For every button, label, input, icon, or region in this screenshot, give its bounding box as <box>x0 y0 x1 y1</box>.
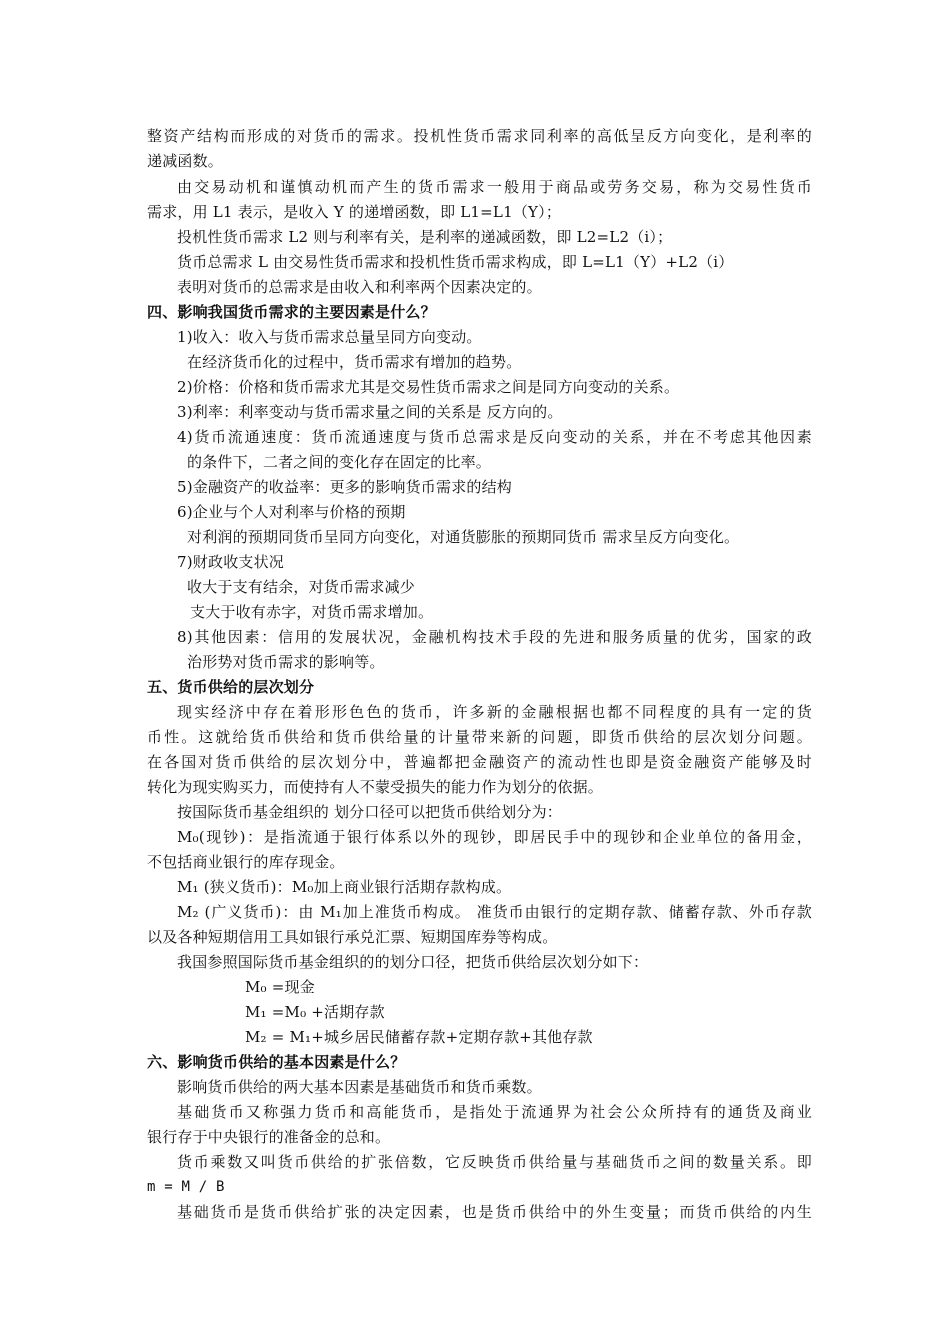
paragraph-line: 货币总需求 L 由交易性货币需求和投机性货币需求构成，即 L=L1（Y）+L2（i） <box>177 253 734 271</box>
paragraph-line: 影响货币供给的两大基本因素是基础货币和货币乘数。 <box>177 1078 542 1096</box>
formula-multiplier: m = M / B <box>147 1179 225 1195</box>
list-item-detail: 的条件下，二者之间的变化存在固定的比率。 <box>187 453 492 471</box>
paragraph-line: 货币乘数又叫货币供给的扩张倍数，它反映货币供给量与基础货币之间的数量关系。即 <box>177 1153 812 1171</box>
formula-m1: M₁ =M₀ +活期存款 <box>245 1003 385 1021</box>
list-item-detail: 对利润的预期同货币呈同方向变化，对通货膨胀的预期同货币 需求呈反方向变化。 <box>187 528 740 546</box>
paragraph-line: 在各国对货币供给的层次划分中，普遍都把金融资产的流动性也即是资金融资产能够及时 <box>147 753 812 771</box>
section-heading: 四、影响我国货币需求的主要因素是什么？ <box>147 303 436 321</box>
paragraph-line: 不包括商业银行的库存现金。 <box>147 853 345 871</box>
paragraph-line: 整资产结构而形成的对货币的需求。投机性货币需求同利率的高低呈反方向变化，是利率的 <box>147 127 812 145</box>
paragraph-line: 以及各种短期信用工具如银行承兑汇票、短期国库券等构成。 <box>147 928 558 946</box>
list-item-detail: 支大于收有赤字，对货币需求增加。 <box>190 603 434 621</box>
list-item: 5)金融资产的收益率：更多的影响货币需求的结构 <box>177 478 512 496</box>
paragraph-line: 需求，用 L1 表示，是收入 Y 的递增函数，即 L1=L1（Y）； <box>147 203 562 221</box>
paragraph-line: 由交易动机和谨慎动机而产生的货币需求一般用于商品或劳务交易，称为交易性货币 <box>177 178 812 196</box>
paragraph-line: 币性。这就给货币供给和货币供给量的计量带来新的问题，即货币供给的层次划分问题。 <box>147 728 812 746</box>
paragraph-line: 递减函数。 <box>147 152 224 170</box>
paragraph-line: 表明对货币的总需求是由收入和利率两个因素决定的。 <box>177 278 542 296</box>
paragraph-line: 我国参照国际货币基金组织的的划分口径，把货币供给层次划分如下： <box>177 953 649 971</box>
list-item-detail: 收大于支有结余，对货币需求减少 <box>187 578 416 596</box>
definition-m0: M₀(现钞)：是指流通于银行体系以外的现钞，即居民手中的现钞和企业单位的备用金， <box>177 828 812 846</box>
list-item: 7)财政收支状况 <box>177 553 284 571</box>
paragraph-line: 基础货币是货币供给扩张的决定因素，也是货币供给中的外生变量；而货币供给的内生 <box>177 1203 812 1221</box>
paragraph-line: 投机性货币需求 L2 则与利率有关，是利率的递减函数，即 L2=L2（i）； <box>177 228 673 246</box>
definition-m2: M₂ (广义货币)：由 M₁加上准货币构成。 准货币由银行的定期存款、储蓄存款、外币存款 <box>177 903 812 921</box>
formula-m0: M₀ =现金 <box>245 978 315 996</box>
list-item: 1)收入：收入与货币需求总量呈同方向变动。 <box>177 328 482 346</box>
list-item: 3)利率：利率变动与货币需求量之间的关系是 反方向的。 <box>177 403 563 421</box>
section-heading: 六、影响货币供给的基本因素是什么？ <box>147 1053 406 1071</box>
paragraph-line: 按国际货币基金组织的 划分口径可以把货币供给划分为： <box>177 803 562 821</box>
list-item: 8)其他因素：信用的发展状况，金融机构技术手段的先进和服务质量的优劣，国家的政 <box>177 628 812 646</box>
section-heading: 五、货币供给的层次划分 <box>147 678 315 696</box>
list-item-detail: 治形势对货币需求的影响等。 <box>187 653 385 671</box>
list-item-detail: 在经济货币化的过程中，货币需求有增加的趋势。 <box>187 353 522 371</box>
list-item: 4)货币流通速度：货币流通速度与货币总需求是反向变动的关系，并在不考虑其他因素 <box>177 428 812 446</box>
definition-m1: M₁ (狭义货币)：M₀加上商业银行活期存款构成。 <box>177 878 512 896</box>
list-item: 2)价格：价格和货币需求尤其是交易性货币需求之间是同方向变动的关系。 <box>177 378 680 396</box>
list-item: 6)企业与个人对利率与价格的预期 <box>177 503 406 521</box>
formula-m2: M₂ = M₁+城乡居民储蓄存款+定期存款+其他存款 <box>245 1028 593 1046</box>
paragraph-line: 银行存于中央银行的准备金的总和。 <box>147 1128 391 1146</box>
paragraph-line: 基础货币又称强力货币和高能货币，是指处于流通界为社会公众所持有的通货及商业 <box>177 1103 812 1121</box>
paragraph-line: 现实经济中存在着形形色色的货币，许多新的金融根据也都不同程度的具有一定的货 <box>177 703 812 721</box>
paragraph-line: 转化为现实购买力，而使持有人不蒙受损失的能力作为划分的依据。 <box>147 778 604 796</box>
